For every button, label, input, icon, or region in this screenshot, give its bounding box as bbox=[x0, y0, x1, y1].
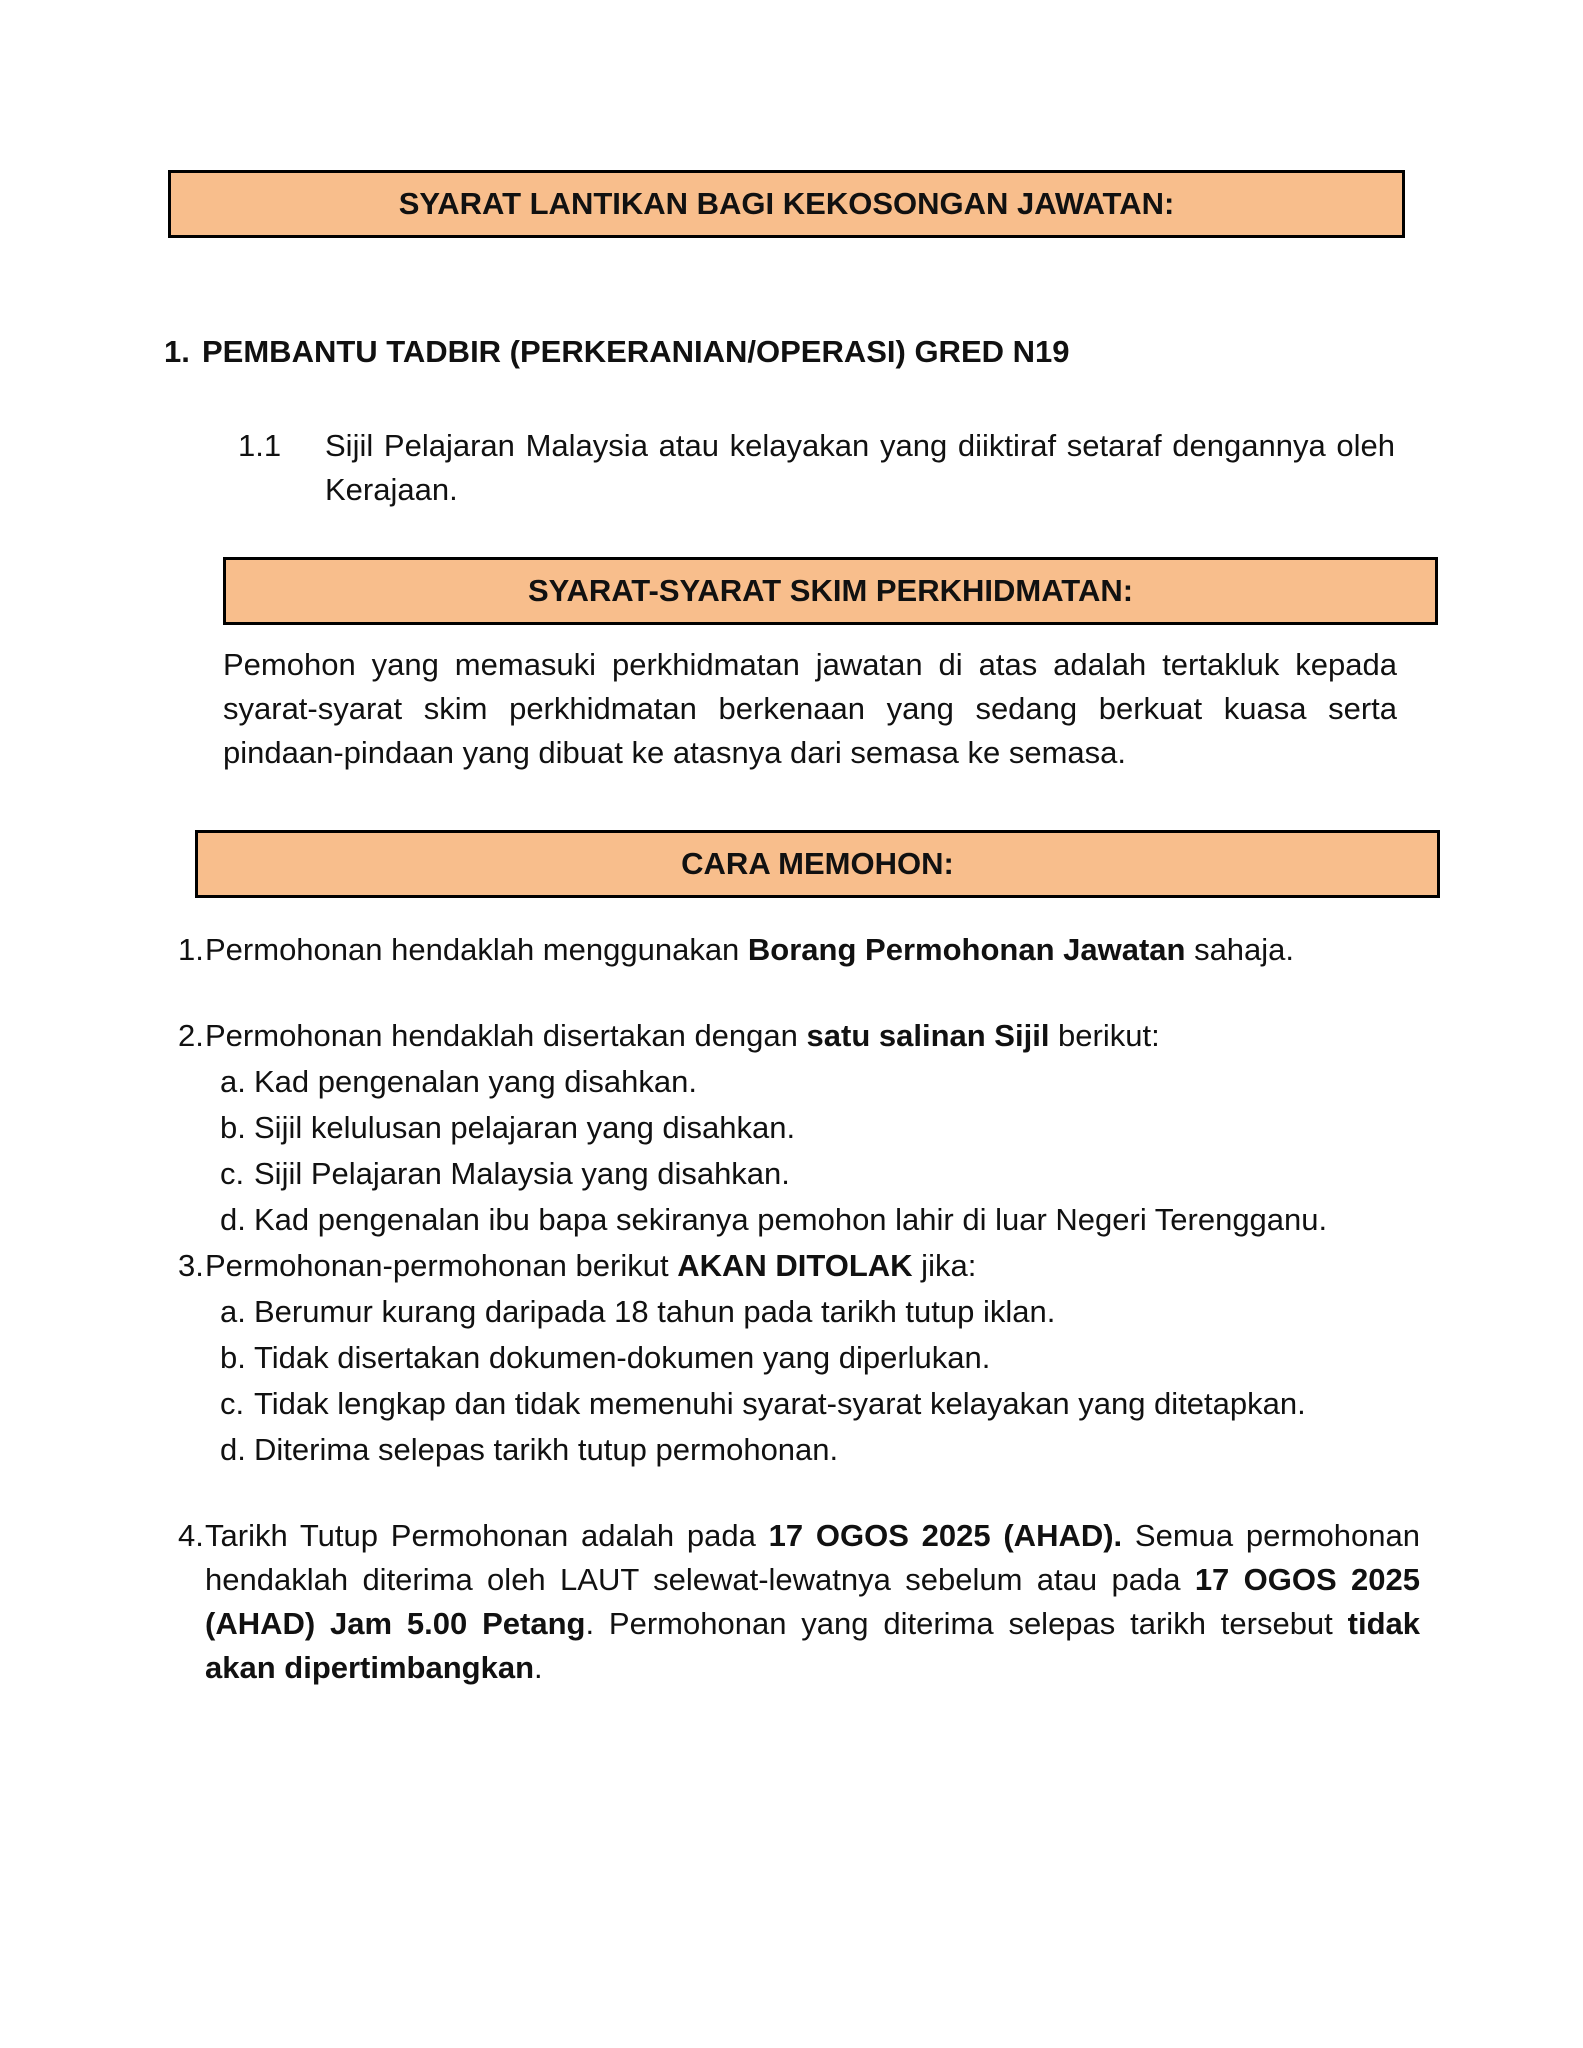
cara-item-1-marker: 1. bbox=[178, 932, 204, 967]
cara-item-4-text: Tarikh Tutup Permohonan adalah pada 17 OGOS 2025 (AHAD). Semua permohonan hendaklah diterima oleh LAUT selewat-lewatnya sebelum atau pada 17 OGOS 2025 (AHAD) Jam 5.00 Petang. Permohonan yang diterima selepas tarikh tersebut tidak akan dipertimbangkan. bbox=[205, 1518, 1421, 1685]
cara-item-3-marker: 3. bbox=[178, 1248, 204, 1283]
banner-cara-memohon bbox=[195, 830, 1440, 898]
cara-item-2-text: Permohonan hendaklah disertakan dengan satu salinan Sijil berikut: bbox=[205, 1018, 1160, 1053]
sub-item-2a-marker: a. bbox=[220, 1064, 246, 1099]
cara-item-3-sublist bbox=[220, 1290, 1420, 1472]
cara-item-1-text: Permohonan hendaklah menggunakan Borang Permohonan Jawatan sahaja. bbox=[205, 932, 1295, 967]
position-heading-number: 1. bbox=[164, 334, 190, 369]
cara-item-3-text: Permohonan-permohonan berikut AKAN DITOLAK jika: bbox=[205, 1248, 977, 1283]
sub-item-2a-text: Kad pengenalan yang disahkan. bbox=[254, 1064, 697, 1099]
sub-item-3c-marker: c. bbox=[220, 1386, 245, 1421]
requirement-number: 1.1 bbox=[238, 428, 282, 463]
sub-item-3a bbox=[220, 1290, 1420, 1334]
sub-item-2b-marker: b. bbox=[220, 1110, 246, 1145]
position-heading-title: PEMBANTU TADBIR (PERKERANIAN/OPERASI) GRED N19 bbox=[202, 334, 1070, 369]
sub-item-3c bbox=[220, 1382, 1420, 1426]
sub-item-3a-marker: a. bbox=[220, 1294, 246, 1329]
sub-item-2d bbox=[220, 1198, 1420, 1242]
cara-item-4 bbox=[178, 1514, 1420, 1690]
cara-item-2-sublist bbox=[220, 1060, 1420, 1242]
banner-skim-perkhidmatan-label: SYARAT-SYARAT SKIM PERKHIDMATAN: bbox=[527, 573, 1134, 608]
sub-item-2c-text: Sijil Pelajaran Malaysia yang disahkan. bbox=[254, 1156, 790, 1191]
sub-item-3d-text: Diterima selepas tarikh tutup permohonan. bbox=[254, 1432, 839, 1467]
sub-item-2c-marker: c. bbox=[220, 1156, 245, 1191]
sub-item-3d-marker: d. bbox=[220, 1432, 246, 1467]
sub-item-2b bbox=[220, 1106, 1420, 1150]
sub-item-3a-text: Berumur kurang daripada 18 tahun pada tarikh tutup iklan. bbox=[254, 1294, 1056, 1329]
cara-item-4-marker: 4. bbox=[178, 1518, 204, 1553]
banner-cara-memohon-label: CARA MEMOHON: bbox=[681, 846, 954, 881]
banner-syarat-lantikan-label: SYARAT LANTIKAN BAGI KEKOSONGAN JAWATAN: bbox=[398, 186, 1175, 221]
position-heading bbox=[164, 330, 1583, 374]
sub-item-3b bbox=[220, 1336, 1420, 1380]
requirement-item bbox=[238, 424, 1395, 512]
banner-syarat-lantikan bbox=[168, 170, 1405, 238]
sub-item-3d bbox=[220, 1428, 1420, 1472]
banner-skim-perkhidmatan bbox=[223, 557, 1438, 625]
sub-item-2c bbox=[220, 1152, 1420, 1196]
sub-item-2d-text: Kad pengenalan ibu bapa sekiranya pemohon lahir di luar Negeri Terengganu. bbox=[254, 1202, 1328, 1237]
cara-memohon-list bbox=[178, 928, 1420, 1690]
requirement-text: Sijil Pelajaran Malaysia atau kelayakan yang diiktiraf setaraf dengannya oleh Kerajaan. bbox=[325, 428, 1395, 507]
sub-item-2a bbox=[220, 1060, 1420, 1104]
cara-item-2 bbox=[178, 1014, 1420, 1058]
sub-item-2b-text: Sijil kelulusan pelajaran yang disahkan. bbox=[254, 1110, 796, 1145]
cara-item-3 bbox=[178, 1244, 1420, 1288]
sub-item-2d-marker: d. bbox=[220, 1202, 246, 1237]
sub-item-3b-text: Tidak disertakan dokumen-dokumen yang diperlukan. bbox=[254, 1340, 991, 1375]
cara-item-2-marker: 2. bbox=[178, 1018, 204, 1053]
sub-item-3b-marker: b. bbox=[220, 1340, 246, 1375]
cara-item-1 bbox=[178, 928, 1420, 972]
skim-paragraph: Pemohon yang memasuki perkhidmatan jawatan di atas adalah tertakluk kepada syarat-syarat skim perkhidmatan berkenaan yang sedang berkuat kuasa serta pindaan-pindaan yang dibuat ke atasnya dari semasa ke semasa. bbox=[223, 647, 1397, 770]
sub-item-3c-text: Tidak lengkap dan tidak memenuhi syarat-syarat kelayakan yang ditetapkan. bbox=[254, 1386, 1306, 1421]
